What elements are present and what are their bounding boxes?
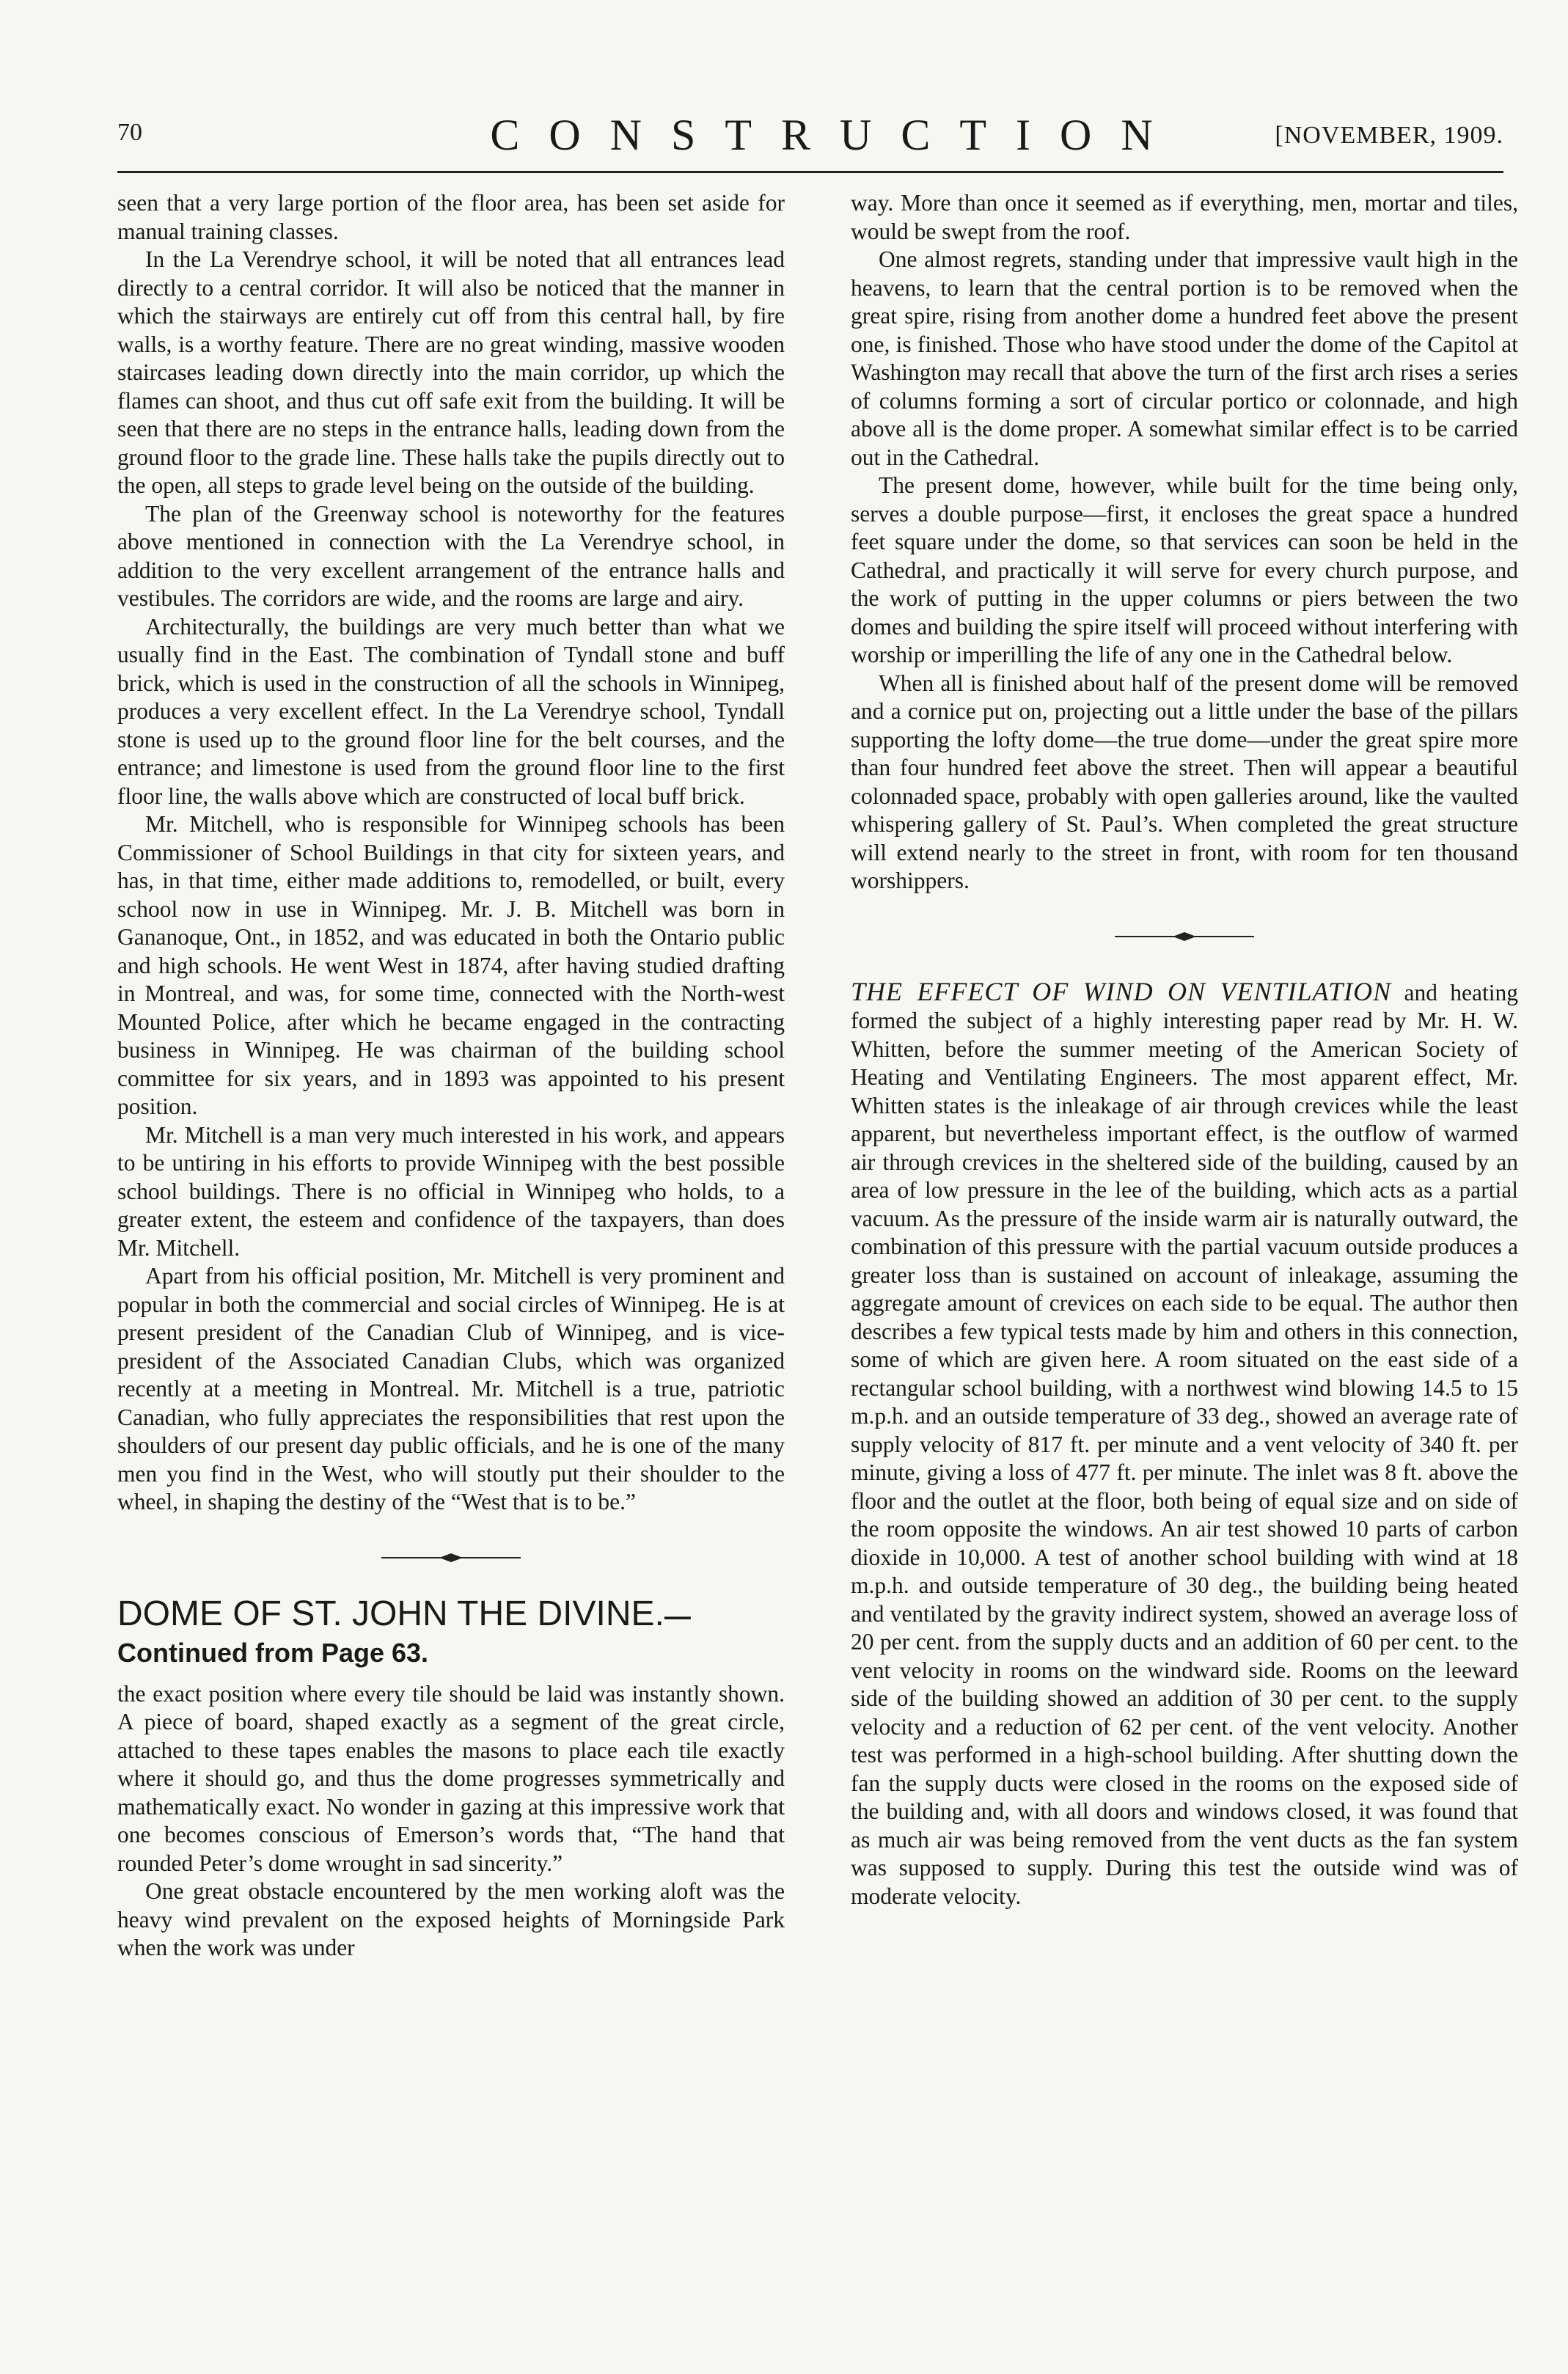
left-paragraph-2: In the La Verendrye school, it will be noted that all entrances lead directly to a central corridor. It will also be noticed that the manner in which the stairways are entirely cut off from this central hall, by fire walls, is a worthy feature. There are no great winding, massive wooden staircases leading down directly into the main corridor, up which the flames can shoot, and thus cut off safe exit from the building. It will be seen that there are no steps in the entrance halls, leading down from the ground floor to the grade line. These halls take the pupils directly out to the open, all steps to grade level being on the outside of the building.	[117, 246, 785, 498]
left-paragraph-1: seen that a very large portion of the floor area, has been set aside for manual training classes.	[117, 190, 785, 244]
left-paragraph-7: Apart from his official position, Mr. Mitchell is very prominent and popular in both the commercial and social circles of Winnipeg. He is at present president of the Canadian Club of Winnipeg, and is vice-president of the Associated Canadian Clubs, which was organized recently at a meeting in Montreal. Mr. Mitchell is a true, patriotic Canadian, who fully appreciates the responsibilities that rest upon the shoulders of our present day public officials, and he is one of the many men you find in the West, who will stoutly put their shoulder to the wheel, in shaping the destiny of the “West that is to be.”	[117, 1263, 785, 1514]
left-paragraph-4: Architecturally, the buildings are very much better than what we usually find in the East. The combination of Tyndall stone and buff brick, which is used in the construction of all the schools in Winnipeg, produces a very excellent effect. In the La Verendrye school, Tyndall stone is used up to the ground floor line for the belt courses, and the entrance; and limestone is used from the ground floor line to the first floor line, the walls above which are constructed of local buff brick.	[117, 613, 785, 809]
wind-article-heading: THE EFFECT OF WIND ON VENTILATION	[851, 976, 1392, 1006]
dome-heading-title: DOME OF ST. JOHN THE DIVINE.	[117, 1594, 664, 1633]
wind-article-body: and heating formed the subject of a highly interesting paper read by Mr. H. W. Whitten, before the summer meeting of the American Society of Heating and Ventilating Engineers. The most apparent effect, Mr. Whitten states is the inleakage of air through crevices while the least apparent, but nevertheless important effect, is the outflow of warmed air through crevices in the sheltered side of the building, caused by an area of low pressure in the lee of the building, which acts as a partial vacuum. As the pressure of the inside warm air is naturally outward, the combination of this pressure with the partial vacuum outside produces a greater loss than is sustained on account of inleakage, assuming the aggregate amount of crevices on each side to be equal. The author then describes a few typical tests made by him and others in this connection, some of which are given here. A room situated on the east side of a rectangular school building, with a northwest wind blowing 14.5 to 15 m.p.h. and an outside temperature of 33 deg., showed an average rate of supply velocity of 817 ft. per minute and a vent velocity of 340 ft. per minute, giving a loss of 477 ft. per minute. The inlet was 8 ft. above the floor and the outlet at the floor, both being of equal size and on side of the room opposite the windows. An air test showed 10 parts of carbon dioxide in 10,000. A test of another school building with wind at 18 m.p.h. and outside temperature of 30 deg., the building being heated and ventilated by the gravity indirect system, showed an average loss of 20 per cent. from the supply ducts and an addition of 60 per cent. to the vent velocity in rooms on the windward side. Rooms on the leeward side of the building showed an addition of 30 per cent. to the supply velocity and a reduction of 62 per cent. of the vent velocity. Another test was performed in a high-school building. After shutting down the fan the supply ducts were closed in the rooms on the exposed side of the building and, with all doors and windows closed, it was found that as much air was being removed from the vent ducts as the fan system was supposed to supply. During this test the outside wind was of moderate velocity.	[851, 979, 1518, 1909]
left-paragraph-5: Mr. Mitchell, who is responsible for Winnipeg schools has been Commissioner of School Buildings in that city for sixteen years, and has, in that time, either made additions to, remodelled, or built, every school now in use in Winnipeg. Mr. J. B. Mitchell was born in Gananoque, Ont., in 1852, and was educated in both the Ontario public and high schools. He went West in 1874, after having studied drafting in Montreal, and was, for some time, connected with the North-west Mounted Police, after which he became engaged in the contracting business in Winnipeg. He was chairman of the building school committee for six years, and in 1893 was appointed to his present position.	[117, 811, 785, 1119]
left-column	[117, 189, 785, 1963]
dome-paragraph-2: One great obstacle encountered by the men working aloft was the heavy wind prevalent on the exposed heights of Morningside Park when the work was under	[117, 1878, 785, 1960]
section-divider-ornament	[378, 1550, 524, 1565]
right-paragraph-4: When all is finished about half of the present dome will be removed and a cornice put on, projecting out a little under the base of the pillars supporting the lofty dome—the true dome—under the great spire more than four hundred feet above the street. Then will appear a beautiful colonnaded space, probably with open galleries around, like the vaulted whispering gallery of St. Paul’s. When completed the great structure will extend nearly to the street in front, with room for ten thousand worshippers.	[851, 670, 1518, 893]
right-paragraph-3: The present dome, however, while built for the time being only, serves a double purpose—first, it encloses the great space a hundred feet square under the dome, so that services can soon be held in the Cathedral, and practically it will serve for every church purpose, and the work of putting in the upper columns or piers between the two domes and building the spire itself will proceed without interfering with worship or imperilling the life of any one in the Cathedral below.	[851, 472, 1518, 667]
section-divider-ornament-right	[1111, 929, 1258, 944]
page-header	[117, 110, 1503, 169]
issue-date: [NOVEMBER, 1909.	[1275, 122, 1503, 149]
left-paragraph-3: The plan of the Greenway school is noteworthy for the features above mentioned in connection with the La Verendrye school, in addition to the very excellent arrangement of the entrance halls and vestibules. The corridors are wide, and the rooms are large and airy.	[117, 500, 785, 611]
journal-title: CONSTRUCTION	[490, 111, 1182, 159]
dome-heading-continued: —Continued from Page 63.	[117, 1600, 691, 1668]
right-paragraph-1: way. More than once it seemed as if everything, men, mortar and tiles, would be swept from the roof.	[851, 190, 1518, 244]
wind-article	[851, 978, 1518, 1911]
dome-article-heading	[117, 1594, 785, 1674]
header-rule	[117, 171, 1503, 173]
right-column	[851, 189, 1518, 1910]
right-paragraph-2: One almost regrets, standing under that impressive vault high in the heavens, to learn that the central portion is to be removed when the great spire, rising from another dome a hundred feet above the present one, is finished. Those who have stood under the dome of the Capitol at Washington may recall that above the turn of the first arch rises a series of columns forming a sort of circular portico or colonnade, and high above all is the dome proper. A somewhat similar effect is to be carried out in the Cathedral.	[851, 246, 1518, 470]
dome-paragraph-1: the exact position where every tile should be laid was instantly shown. A piece of board, shaped exactly as a segment of the great circle, attached to these tapes enables the masons to place each tile exactly where it should go, and thus the dome progresses symmetrically and mathematically exact. No wonder in gazing at this impressive work that one becomes conscious of Emerson’s words that, “The hand that rounded Peter’s dome wrought in sad sincerity.”	[117, 1680, 785, 1876]
left-paragraph-6: Mr. Mitchell is a man very much interested in his work, and appears to be untiring in his efforts to provide Winnipeg with the best possible school buildings. There is no official in Winnipeg who holds, to a greater extent, the esteem and confidence of the taxpayers, than does Mr. Mitchell.	[117, 1121, 785, 1261]
page-number: 70	[117, 119, 142, 146]
